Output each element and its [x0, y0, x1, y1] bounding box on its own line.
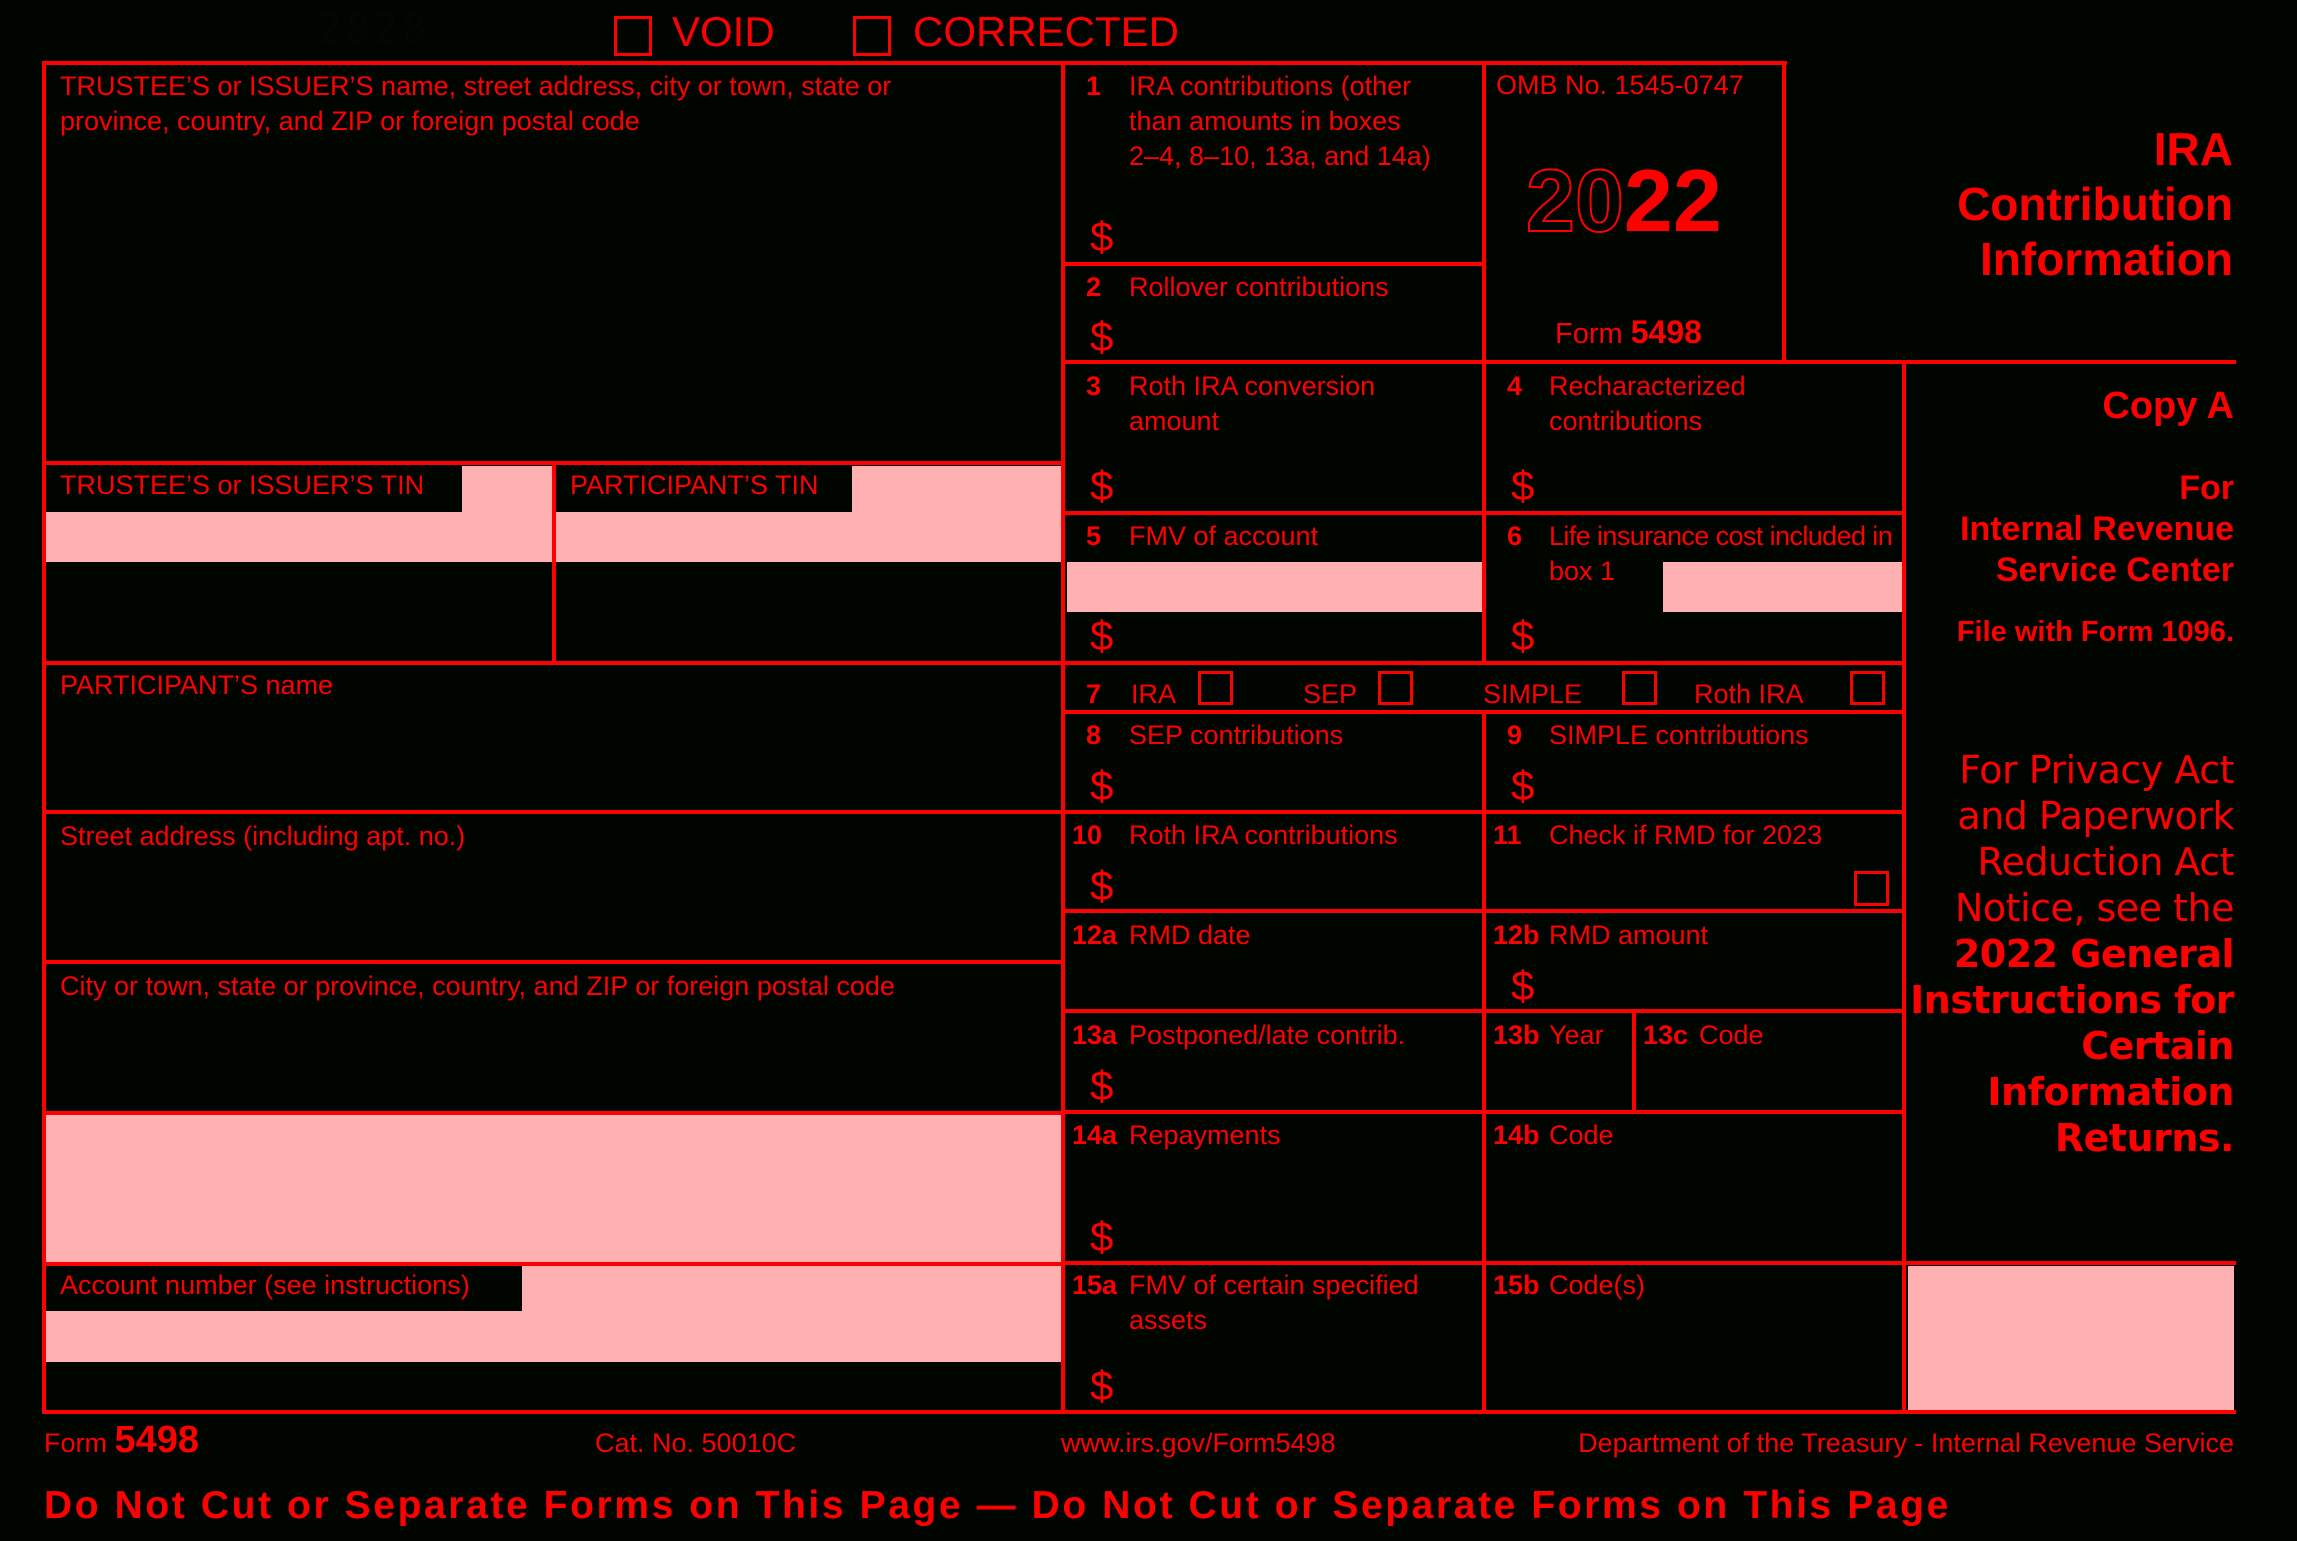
privacy-line: and Paperwork — [1957, 794, 2234, 838]
row-b13 — [1061, 1009, 1906, 1013]
copy-label: Copy A — [2102, 385, 2234, 427]
title-line-1: IRA — [2153, 123, 2233, 175]
form-number: 5498 — [1630, 314, 1702, 350]
tax-year-solid: 22 — [1623, 151, 1722, 250]
box1-label: 2–4, 8–10, 13a, and 14a) — [1129, 141, 1431, 171]
box5-label: FMV of account — [1129, 521, 1319, 551]
box12b-label: RMD amount — [1549, 920, 1709, 950]
box3-label: Roth IRA conversion — [1129, 371, 1376, 401]
cat-number: Cat. No. 50010C — [595, 1428, 797, 1458]
shaded-area-right — [1908, 1266, 2234, 1411]
tax-year-outline: 20 — [1526, 151, 1624, 250]
department-label: Department of the Treasury - Internal Revenue Service — [1578, 1428, 2234, 1458]
box14b-code-field[interactable] — [1490, 1160, 1900, 1260]
box5-number: 5 — [1086, 521, 1102, 551]
instructions-link[interactable]: Returns. — [2054, 1116, 2234, 1160]
row-b7 — [1061, 661, 1906, 665]
row-b2 — [1061, 262, 1486, 266]
box7-option-sep: SEP — [1303, 679, 1358, 709]
box7-option-simple: SIMPLE — [1483, 679, 1583, 709]
void-checkbox[interactable] — [614, 16, 652, 56]
border-top-left — [42, 61, 1787, 65]
box2-amount-field[interactable] — [1120, 305, 1480, 359]
row-b5 — [1061, 511, 1906, 515]
title-line-3: Information — [1980, 233, 2233, 285]
box14a-label: Repayments — [1129, 1120, 1281, 1150]
box1-number: 1 — [1086, 71, 1102, 101]
box14b-number: 14b — [1493, 1120, 1540, 1150]
box4-dollar-sign: $ — [1511, 462, 1535, 509]
col-divider-2b — [1482, 711, 1486, 1413]
box1-label: than amounts in boxes — [1129, 106, 1401, 136]
box3-label: amount — [1129, 406, 1220, 436]
col-divider-3 — [1902, 360, 1906, 1413]
box4-number: 4 — [1507, 371, 1523, 401]
box6-number: 6 — [1507, 521, 1523, 551]
irs-line-2: Service Center — [1995, 551, 2234, 589]
box5-amount-field[interactable] — [1120, 614, 1480, 660]
box8-number: 8 — [1086, 720, 1102, 750]
box15a-number: 15a — [1072, 1270, 1118, 1300]
tax-year — [1526, 151, 1722, 250]
box7-simple-checkbox[interactable] — [1622, 671, 1657, 705]
box14a-dollar-sign: $ — [1090, 1213, 1114, 1260]
box11-number: 11 — [1493, 820, 1522, 850]
box12a-number: 12a — [1072, 920, 1118, 950]
box1-amount-field[interactable] — [1120, 180, 1480, 260]
participant-tin-label: PARTICIPANT’S TIN — [570, 470, 819, 500]
account-number-label: Account number (see instructions) — [60, 1270, 470, 1300]
box9-amount-field[interactable] — [1540, 755, 1900, 809]
street-address-field[interactable] — [46, 856, 1061, 960]
box7-roth-ira-checkbox[interactable] — [1850, 671, 1885, 705]
box8-label: SEP contributions — [1129, 720, 1344, 750]
instructions-link[interactable]: Certain — [2081, 1024, 2234, 1068]
footer-form-number: 5498 — [114, 1419, 200, 1461]
box15a-dollar-sign: $ — [1090, 1362, 1114, 1409]
box2-label: Rollover contributions — [1129, 272, 1389, 302]
trustee-name-label: TRUSTEE’S or ISSUER’S name, street address, city or town, state or — [60, 71, 892, 101]
box7-option-ira: IRA — [1131, 679, 1177, 709]
row-left-city — [42, 960, 1065, 964]
shaded-area-left — [46, 1115, 1063, 1263]
box13b-label: Year — [1549, 1020, 1604, 1050]
do-not-cut-warning: Do Not Cut or Separate Forms on This Page — Do Not Cut or Separate Forms on This Page — [44, 1484, 1951, 1527]
box6-label: Life insurance cost included in — [1549, 521, 1893, 551]
box13c-code-field[interactable] — [1640, 1055, 1900, 1109]
box12b-amount-field[interactable] — [1540, 955, 1900, 1007]
box6-amount-field[interactable] — [1540, 614, 1900, 660]
footer-form-word: Form — [44, 1428, 107, 1458]
row-b15 — [1061, 1261, 2236, 1265]
box15b-codes-field[interactable] — [1490, 1310, 1900, 1408]
box1-label: IRA contributions (other — [1129, 71, 1412, 101]
box8-dollar-sign: $ — [1090, 762, 1114, 809]
irs-url[interactable]: www.irs.gov/Form5498 — [1061, 1428, 1336, 1458]
corrected-label: CORRECTED — [913, 8, 1180, 55]
void-label: VOID — [672, 8, 775, 55]
box2-dollar-sign: $ — [1090, 313, 1114, 360]
box8-amount-field[interactable] — [1120, 755, 1480, 809]
box9-number: 9 — [1507, 720, 1523, 750]
box4-amount-field[interactable] — [1540, 450, 1900, 510]
box14a-amount-field[interactable] — [1120, 1160, 1480, 1260]
box12a-date-field[interactable] — [1070, 955, 1478, 1007]
street-address-label: Street address (including apt. no.) — [60, 821, 466, 851]
omb-form-number — [1555, 315, 1702, 352]
box13a-label: Postponed/late contrib. — [1129, 1020, 1406, 1050]
box6-dollar-sign: $ — [1511, 612, 1535, 659]
city-label: City or town, state or province, country, and ZIP or foreign postal code — [60, 971, 895, 1001]
box9-label: SIMPLE contributions — [1549, 720, 1809, 750]
box6-label: box 1 — [1549, 556, 1616, 586]
privacy-line: For Privacy Act — [1959, 748, 2234, 792]
box10-dollar-sign: $ — [1090, 862, 1114, 909]
omb-right-border — [1782, 61, 1786, 364]
box13c-number: 13c — [1643, 1020, 1689, 1050]
instructions-link[interactable]: Information — [1987, 1070, 2234, 1114]
box3-amount-field[interactable] — [1120, 450, 1480, 510]
row-left-tin — [42, 461, 1065, 465]
row-left-shade — [42, 1111, 1065, 1115]
box13a-number: 13a — [1072, 1020, 1118, 1050]
box2-number: 2 — [1086, 272, 1102, 302]
box15b-label: Code(s) — [1549, 1270, 1646, 1300]
box3-number: 3 — [1086, 371, 1102, 401]
row-b12 — [1061, 909, 1906, 913]
box14b-label: Code — [1549, 1120, 1614, 1150]
box12b-number: 12b — [1493, 920, 1540, 950]
trustee-tin-label: TRUSTEE’S or ISSUER’S TIN — [60, 470, 425, 500]
instructions-link[interactable]: Instructions for — [1910, 978, 2234, 1022]
box15a-label: assets — [1129, 1305, 1208, 1335]
box13b-number: 13b — [1493, 1020, 1540, 1050]
box13a-dollar-sign: $ — [1090, 1062, 1114, 1109]
row-left-account — [42, 1262, 1065, 1266]
participant-name-field[interactable] — [46, 705, 1061, 809]
box4-label: contributions — [1549, 406, 1703, 436]
trustee-name-field[interactable] — [46, 145, 1061, 459]
box3-dollar-sign: $ — [1090, 462, 1114, 509]
box13b-year-field[interactable] — [1490, 1055, 1630, 1109]
box10-amount-field[interactable] — [1120, 855, 1480, 909]
tin-divider — [552, 462, 556, 664]
ocr-code: 2828 — [318, 6, 431, 52]
file-with-label: File with Form 1096. — [1956, 616, 2234, 648]
border-bottom — [42, 1410, 2236, 1414]
form-word: Form — [1555, 318, 1623, 350]
corrected-checkbox[interactable] — [853, 16, 891, 56]
title-line-2: Contribution — [1957, 178, 2233, 230]
footer-form-id — [44, 1420, 199, 1463]
participant-name-label: PARTICIPANT’S name — [60, 670, 334, 700]
privacy-line: Notice, see the — [1954, 886, 2234, 930]
row-b10 — [1061, 810, 1906, 814]
box14a-number: 14a — [1072, 1120, 1118, 1150]
box7-option-roth-ira: Roth IRA — [1694, 679, 1804, 709]
for-label: For — [2179, 469, 2234, 507]
privacy-notice — [1910, 747, 2234, 1161]
irs-center-block — [1960, 468, 2234, 591]
box5-dollar-sign: $ — [1090, 612, 1114, 659]
box13c-label: Code — [1699, 1020, 1764, 1050]
box13a-amount-field[interactable] — [1120, 1055, 1480, 1109]
box9-dollar-sign: $ — [1511, 762, 1535, 809]
box12a-label: RMD date — [1129, 920, 1251, 950]
box10-number: 10 — [1072, 820, 1103, 850]
box15a-amount-field[interactable] — [1120, 1345, 1480, 1409]
box10-label: Roth IRA contributions — [1129, 820, 1398, 850]
privacy-line: Reduction Act — [1977, 840, 2234, 884]
box13-divider — [1632, 1011, 1636, 1113]
form-title — [1957, 122, 2233, 287]
box15a-label: FMV of certain specified — [1129, 1270, 1419, 1300]
box7-ira-checkbox[interactable] — [1198, 671, 1233, 705]
irs-line-1: Internal Revenue — [1960, 510, 2234, 548]
city-field[interactable] — [46, 1006, 1061, 1110]
box1-dollar-sign: $ — [1090, 213, 1114, 260]
box12b-dollar-sign: $ — [1511, 962, 1535, 1009]
row-b3 — [1061, 360, 1906, 364]
row-b14 — [1061, 1110, 1906, 1114]
row-left-street — [42, 810, 1065, 814]
box7-sep-checkbox[interactable] — [1378, 671, 1413, 705]
box4-label: Recharacterized — [1549, 371, 1746, 401]
omb-number: OMB No. 1545-0747 — [1496, 70, 1744, 100]
box11-label: Check if RMD for 2023 — [1549, 820, 1823, 850]
trustee-name-label-2: province, country, and ZIP or foreign postal code — [60, 106, 640, 136]
box7-number: 7 — [1086, 679, 1102, 709]
box15b-number: 15b — [1493, 1270, 1540, 1300]
box6-shaded-field — [1663, 562, 1902, 612]
instructions-link[interactable]: 2022 General — [1953, 932, 2234, 976]
box5-shaded-field — [1067, 562, 1484, 612]
row-left-name — [42, 661, 1065, 665]
box11-rmd-checkbox[interactable] — [1854, 871, 1889, 906]
